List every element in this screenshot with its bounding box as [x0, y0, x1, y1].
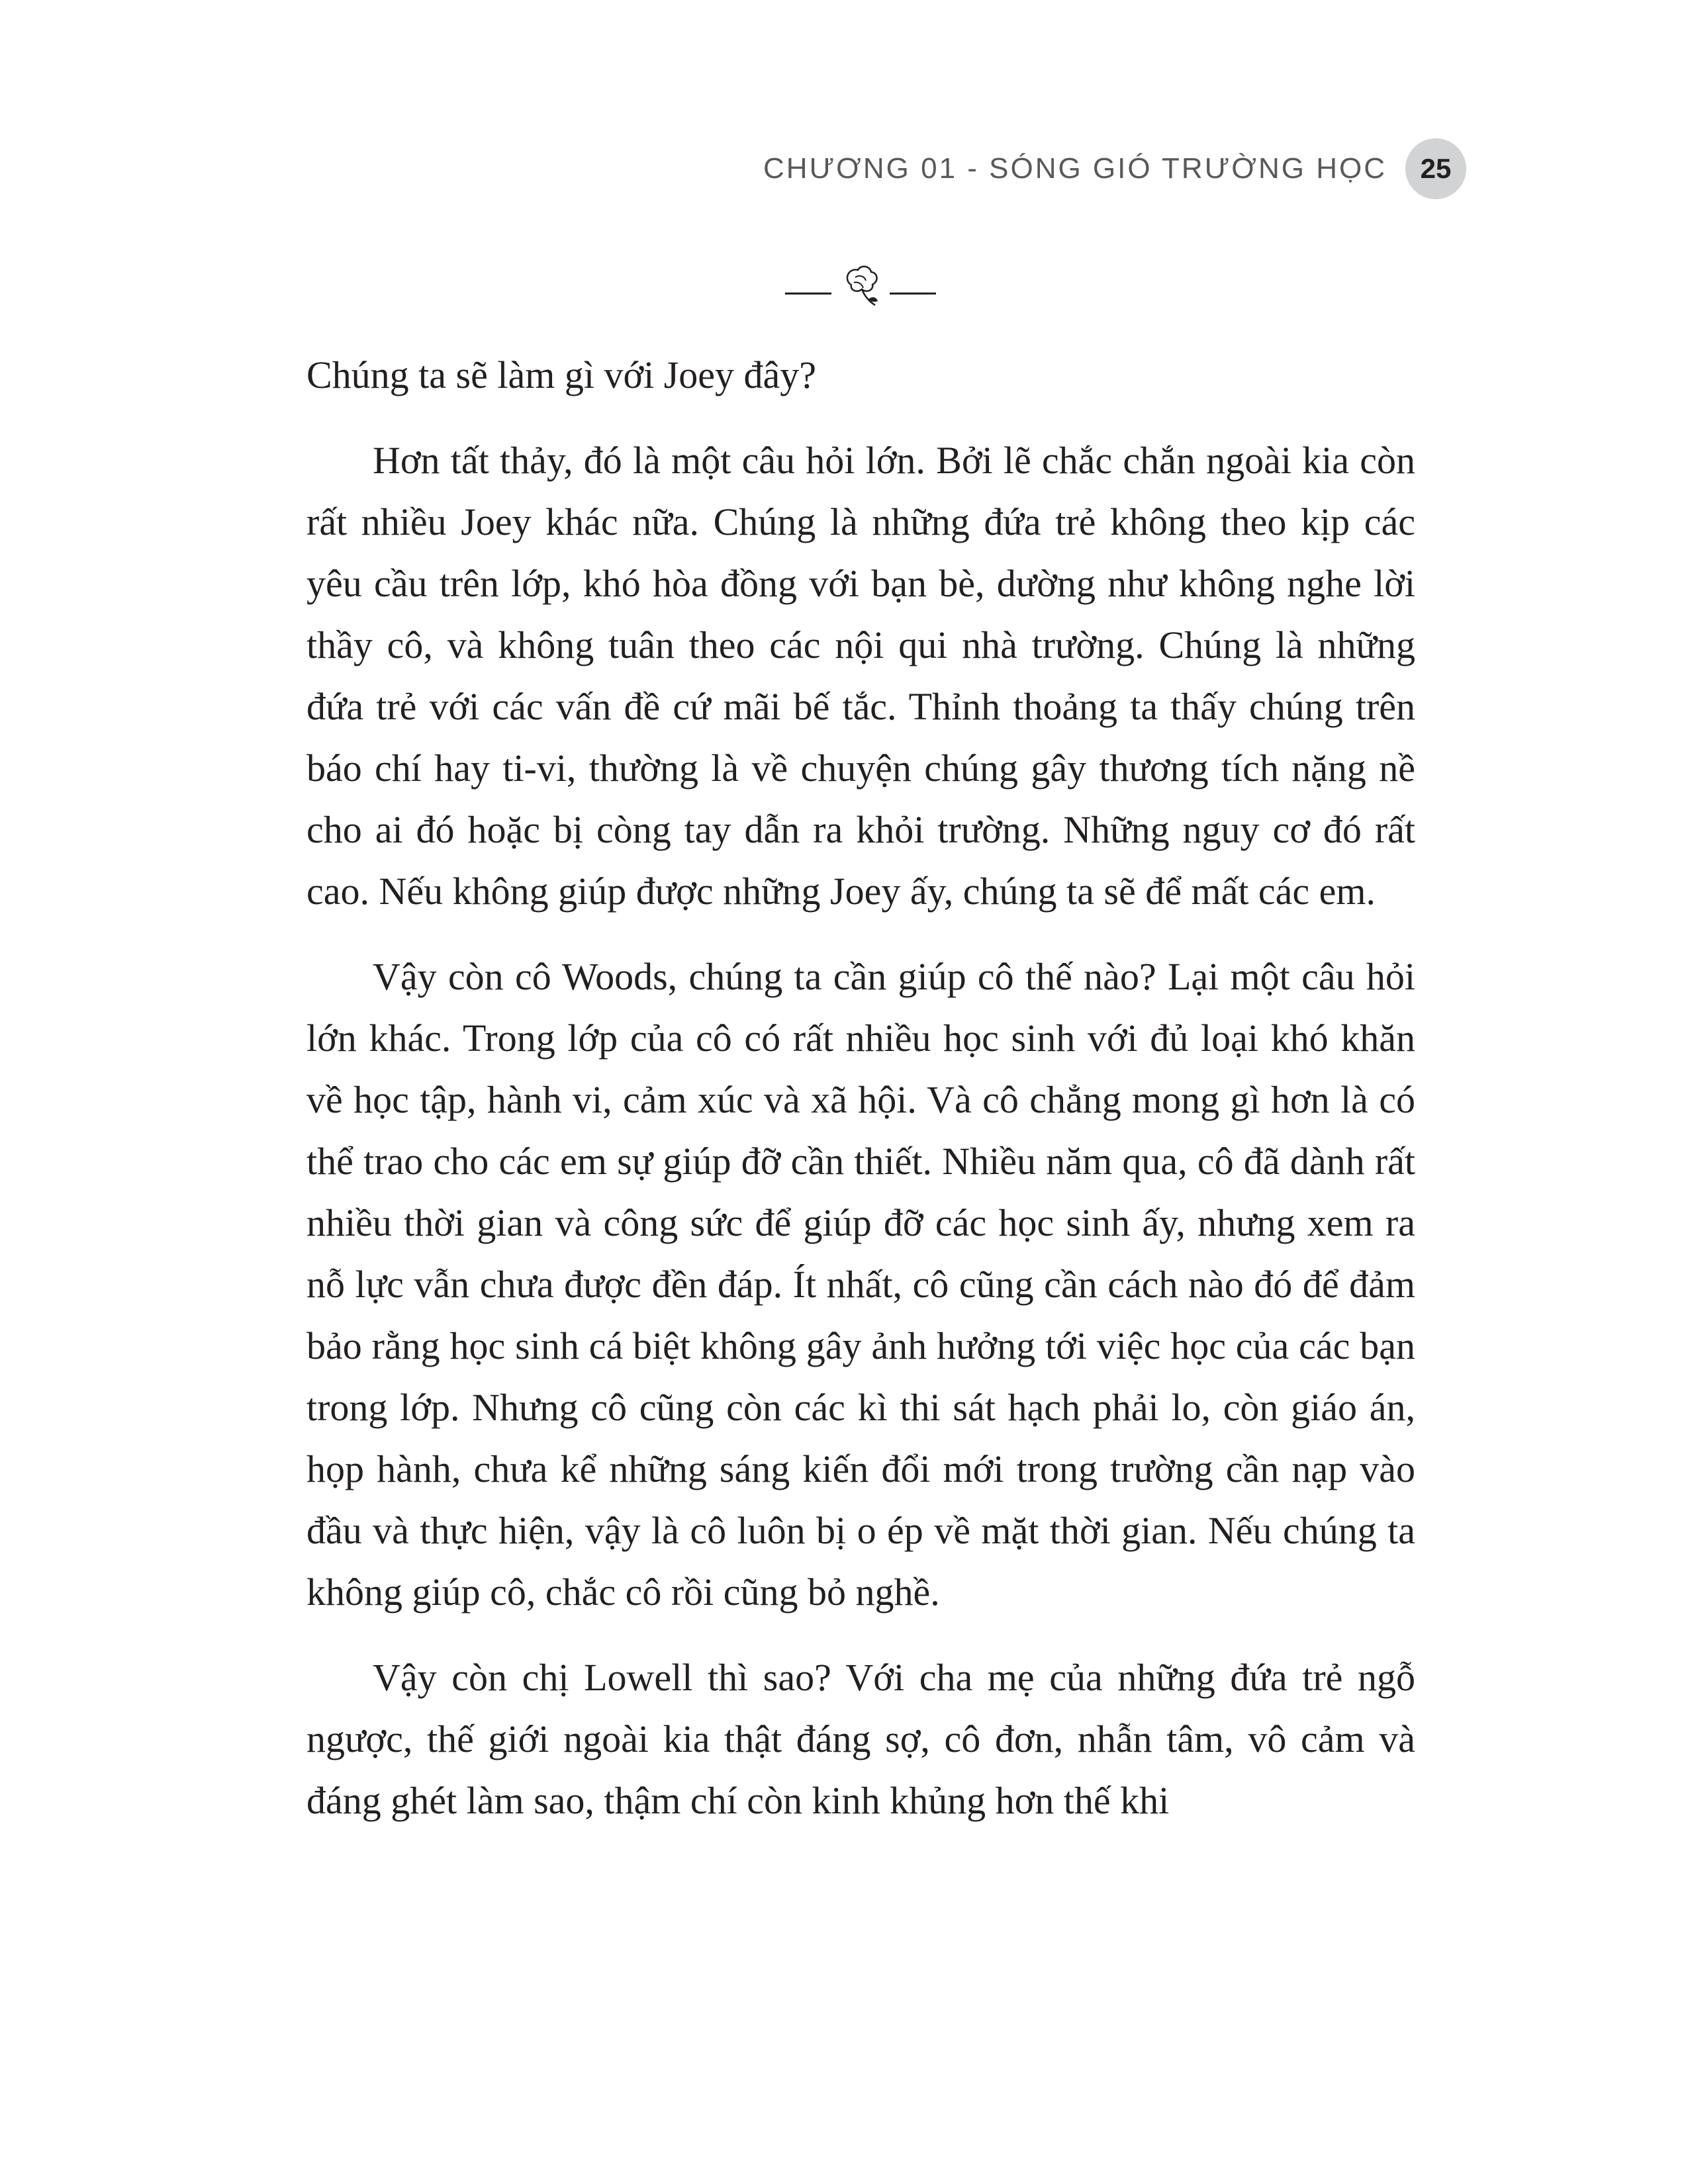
page-number: 25 [1405, 138, 1466, 199]
chapter-title: CHƯƠNG 01 - SÓNG GIÓ TRƯỜNG HỌC [763, 152, 1387, 185]
divider-line-left [785, 293, 831, 295]
running-header [763, 136, 1466, 202]
paragraph-1: Chúng ta sẽ làm gì với Joey đây? [306, 353, 817, 396]
paragraph-4: Vậy còn chị Lowell thì sao? Với cha mẹ của những đứa trẻ ngỗ ngược, thế giới ngoài kia thật đáng sợ, cô đơn, nhẫn tâm, vô cảm và đáng ghét làm sao, thậm chí còn kinh khủng hơn thế khi [306, 1656, 1415, 1822]
flower-ornament-icon [839, 263, 882, 309]
paragraph-3: Vậy còn cô Woods, chúng ta cần giúp cô thế nào? Lại một câu hỏi lớn khác. Trong lớp của cô có rất nhiều học sinh với đủ loại khó khăn về học tập, hành vi, cảm xúc và xã hội. Và cô chẳng mong gì hơn là có thể trao cho các em sự giúp đỡ cần thiết. Nhiều năm qua, cô đã dành rất nhiều thời gian và công sức để giúp đỡ các học sinh ấy, nhưng xem ra nỗ lực vẫn chưa được đền đáp. Ít nhất, cô cũng cần cách nào đó để đảm bảo rằng học sinh cá biệt không gây ảnh hưởng tới việc học của các bạn trong lớp. Nhưng cô cũng còn các kì thi sát hạch phải lo, còn giáo án, họp hành, chưa kể những sáng kiến đổi mới trong trường cần nạp vào đầu và thực hiện, vậy là cô luôn bị o ép về mặt thời gian. Nếu chúng ta không giúp cô, chắc cô rồi cũng bỏ nghề. [306, 955, 1415, 1614]
paragraph-2: Hơn tất thảy, đó là một câu hỏi lớn. Bởi lẽ chắc chắn ngoài kia còn rất nhiều Joey khác nữa. Chúng là những đứa trẻ không theo kịp các yêu cầu trên lớp, khó hòa đồng với bạn bè, dường như không nghe lời thầy cô, và không tuân theo các nội qui nhà trường. Chúng là những đứa trẻ với các vấn đề cứ mãi bế tắc. Thỉnh thoảng ta thấy chúng trên báo chí hay ti-vi, thường là về chuyện chúng gây thương tích nặng nề cho ai đó hoặc bị còng tay dẫn ra khỏi trường. Những nguy cơ đó rất cao. Nếu không giúp được những Joey ấy, chúng ta sẽ để mất các em. [306, 439, 1415, 913]
section-divider [784, 259, 937, 312]
divider-line-right [890, 293, 936, 295]
body-text [306, 344, 1415, 1855]
